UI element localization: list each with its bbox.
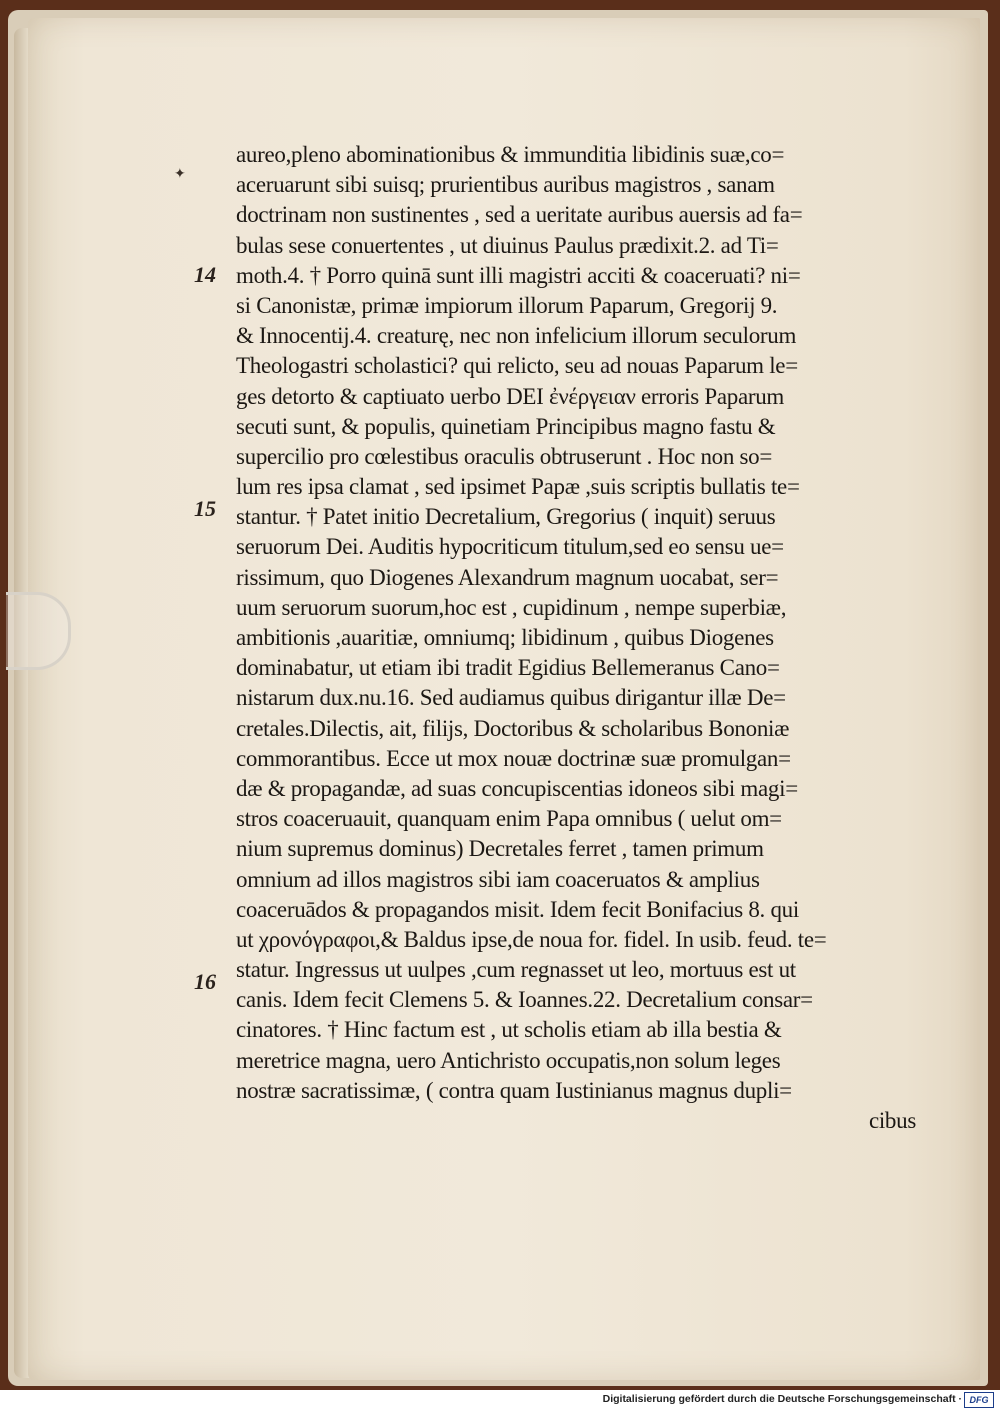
paper-clip: [6, 592, 71, 670]
text-line: uum seruorum suorum,hoc est , cupidinum , nempe superbiæ,: [236, 594, 787, 620]
text-line: ges detorto & captiuato uerbo DEI ἐνέργειαν erroris Paparum: [236, 383, 785, 409]
margin-number-14: 14: [194, 262, 216, 287]
text-line: bulas sese conuertentes , ut diuinus Paulus prædixit.2. ad Ti=: [236, 232, 779, 258]
text-line: Theologastri scholastici? qui relicto, seu ad nouas Paparum le=: [236, 353, 798, 379]
text-line: dæ & propagandæ, ad suas concupiscentias idoneos sibi magi=: [236, 775, 798, 801]
text-line: nium supremus dominus) Decretales ferret , tamen primum: [236, 836, 764, 862]
text-line: secuti sunt, & populis, quinetiam Principibus magno fastu &: [236, 413, 776, 439]
text-line: aceruarunt sibi suisq; prurientibus auribus magistros , sanam: [236, 172, 775, 198]
text-line: & Innocentij.4. creaturę, nec non infelicium illorum seculorum: [236, 323, 797, 349]
margin-number-15: 15: [194, 496, 216, 521]
text-line: si Canonistæ, primæ impiorum illorum Paparum, Gregorij 9.: [236, 292, 778, 318]
text-line: nistarum dux.nu.16. Sed audiamus quibus dirigantur illæ De=: [236, 685, 786, 711]
margin-number-16: 16: [194, 969, 216, 994]
text-line: cinatores. † Hinc factum est , ut scholis etiam ab illa bestia &: [236, 1017, 782, 1043]
text-line: cretales.Dilectis, ait, filijs, Doctoribus & scholaribus Bononiæ: [236, 715, 790, 741]
footer-bar: [0, 1390, 1000, 1410]
text-line: aureo,pleno abominationibus & immunditia libidinis suæ,co=: [236, 142, 785, 167]
text-line: commorantibus. Ecce ut mox nouæ doctrinæ suæ promulgan=: [236, 745, 791, 771]
text-line: meretrice magna, uero Antichristo occupatis,non solum leges: [236, 1047, 781, 1073]
text-line: ambitionis ,auaritiæ, omniumq; libidinum , quibus Diogenes: [236, 625, 774, 650]
text-line: omnium ad illos magistros sibi iam coaceruatos & amplius: [236, 866, 760, 892]
catchword: cibus: [868, 1108, 916, 1133]
text-line: canis. Idem fecit Clemens 5. & Ioannes.22. Decretalium consar=: [236, 987, 813, 1013]
text-line: supercilio pro cœlestibus oraculis obtruserunt . Hoc non so=: [236, 443, 773, 469]
footer-credit: Digitalisierung gefördert durch die Deutsche Forschungsgemeinschaft ·: [602, 1393, 962, 1405]
dfg-logo: DFG: [964, 1392, 994, 1408]
text-line: rissimum, quo Diogenes Alexandrum magnum uocabat, ser=: [236, 564, 779, 590]
text-line: stantur. † Patet initio Decretalium, Gregorius ( inquit) seruus: [236, 504, 776, 530]
text-line: stros coaceruauit, quanquam enim Papa omnibus ( uelut om=: [236, 806, 782, 832]
margin-mark-icon: ✦: [174, 167, 186, 182]
text-line: lum res ipsa clamat , sed ipsimet Papæ ,suis scriptis bullatis te=: [236, 474, 800, 500]
text-line: moth.4. † Porro quinā sunt illi magistri acciti & coaceruati? ni=: [236, 262, 801, 288]
text-line: nostræ sacratissimæ, ( contra quam Iustinianus magnus dupli=: [236, 1077, 792, 1103]
text-block: [236, 140, 916, 1136]
text-line: statur. Ingressus ut uulpes ,cum regnasset ut leo, mortuus est ut: [236, 957, 796, 983]
text-line: doctrinam non sustinentes , sed a ueritate auribus auersis ad fa=: [236, 202, 803, 228]
text-line: ut χρονόγραφοι,& Baldus ipse,de noua for. fidel. In usib. feud. te=: [236, 926, 827, 952]
text-line: seruorum Dei. Auditis hypocriticum titulum,sed eo sensu ue=: [236, 534, 784, 560]
text-line: dominabatur, ut etiam ibi tradit Egidius Bellemeranus Cano=: [236, 655, 780, 681]
text-line: coaceruādos & propagandos misit. Idem fecit Bonifacius 8. qui: [236, 896, 799, 922]
